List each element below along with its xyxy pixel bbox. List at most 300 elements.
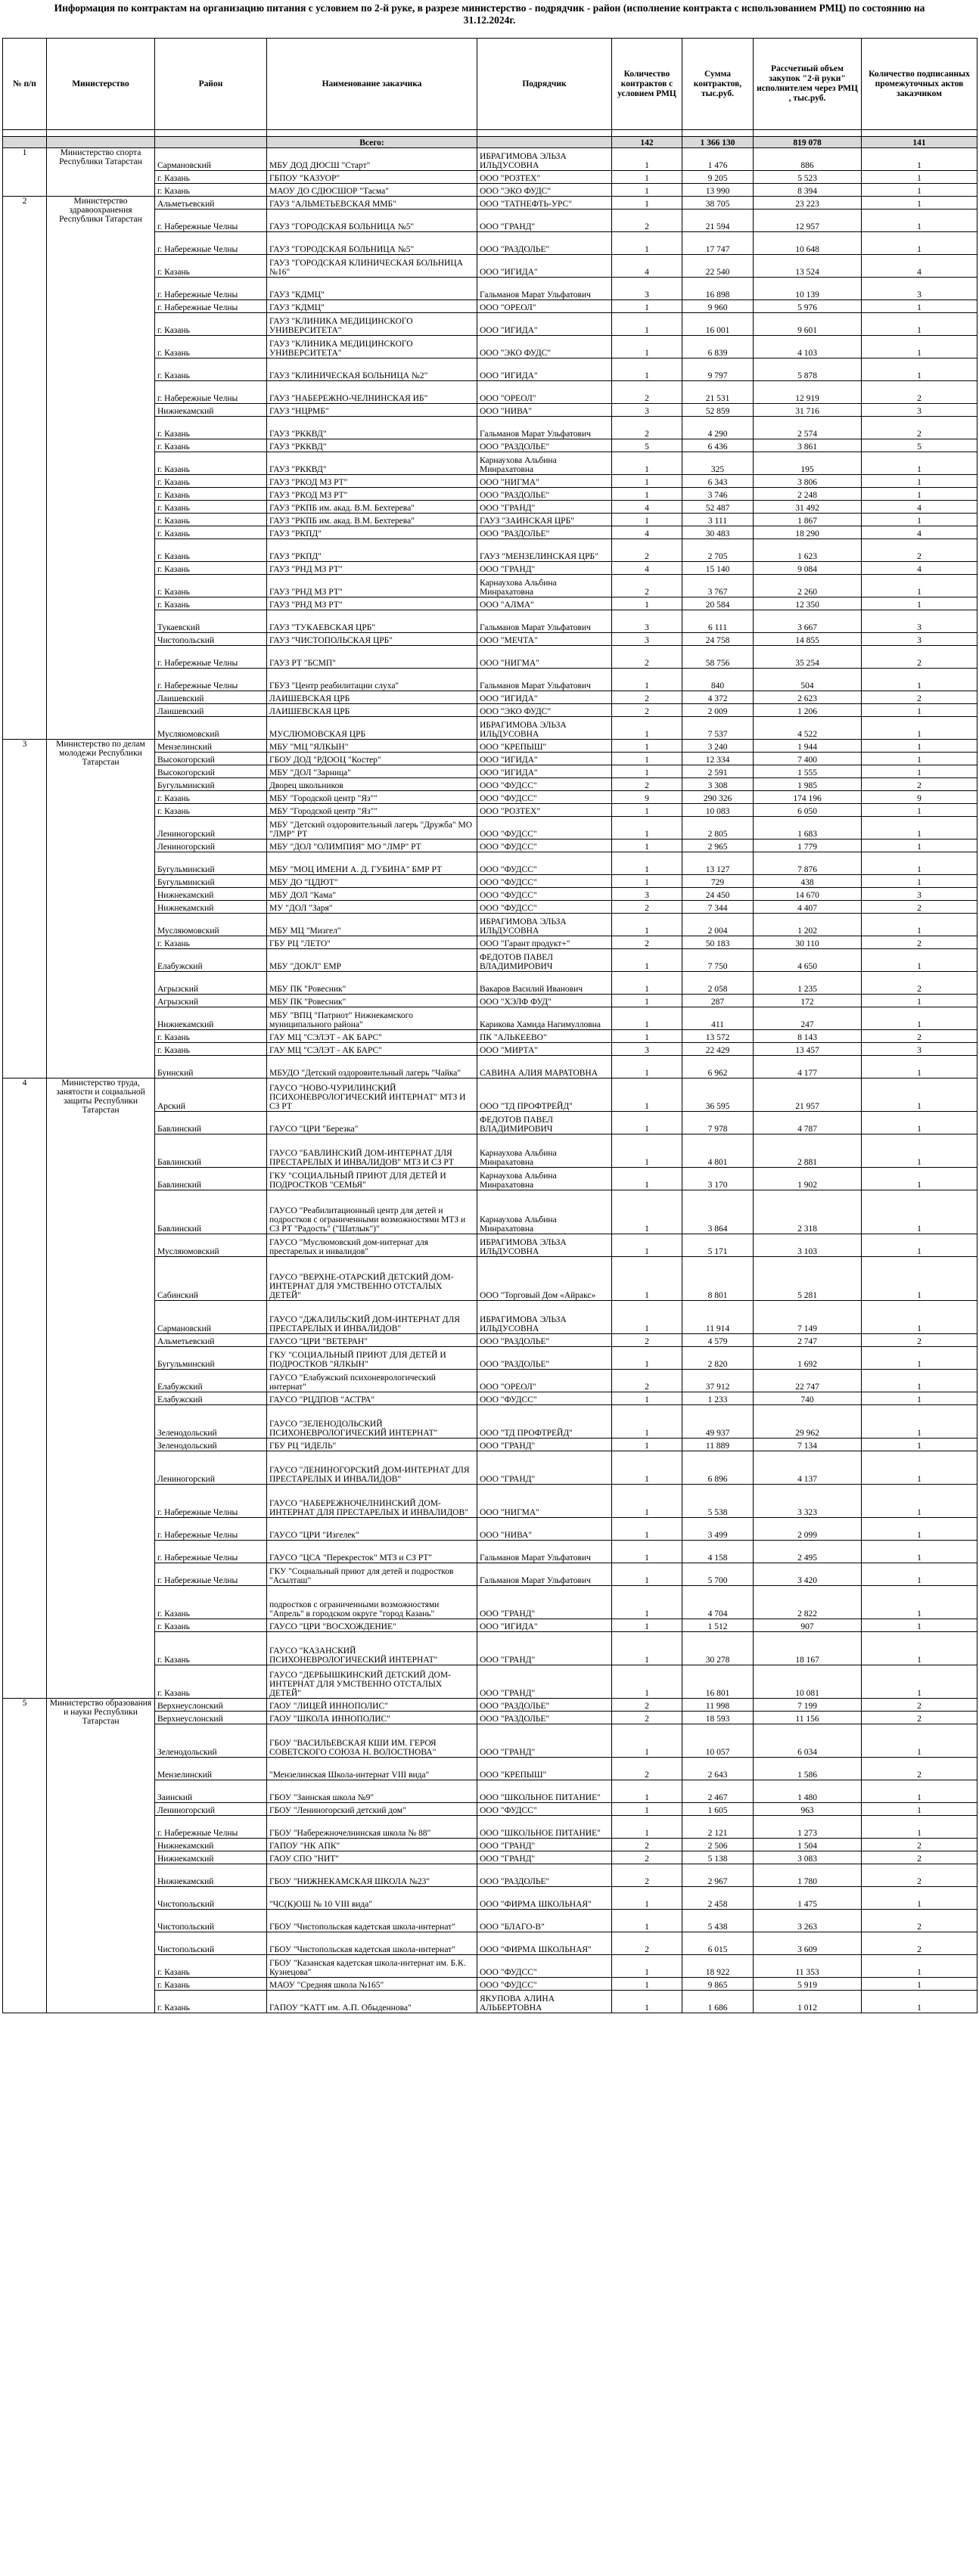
signed-acts-cell: 2 (862, 936, 977, 949)
signed-acts-cell: 1 (862, 1724, 977, 1758)
contractor-cell: ООО "РОЗТЕХ" (477, 804, 612, 817)
contract-count-cell: 1 (612, 1780, 682, 1803)
document-title: Информация по контрактам на организацию питания с условием по 2-й руке, в разрезе министерство - подрядчик - район (исполнение контракта с использованием РМЦ) по состоянию на 31.12.2024г. (54, 2, 925, 26)
rmc-volume-cell: 4 522 (754, 717, 862, 740)
customer-cell: ГАУЗ "НАБЕРЕЖНО-ЧЕЛНИНСКАЯ ИБ" (267, 381, 477, 404)
rmc-volume-cell: 3 103 (754, 1234, 862, 1257)
contractor-cell: ООО "ШКОЛЬНОЕ ПИТАНИЕ" (477, 1780, 612, 1803)
contract-sum-cell: 5 538 (682, 1485, 754, 1518)
table-row (3, 197, 977, 209)
signed-acts-cell: 1 (862, 1451, 977, 1485)
customer-cell: ГАУЗ "РНД МЗ РТ" (267, 562, 477, 575)
contractor-cell: ООО "ГРАНД" (477, 501, 612, 514)
total-count: 142 (612, 137, 682, 148)
contract-sum-cell: 49 937 (682, 1405, 754, 1439)
signed-acts-cell: 1 (862, 514, 977, 526)
contract-sum-cell: 3 111 (682, 514, 754, 526)
district-cell: г. Казань (155, 475, 267, 488)
contractor-cell: ООО "ИГИДА" (477, 255, 612, 278)
contract-sum-cell: 38 705 (682, 197, 754, 209)
customer-cell: ГАУСО "БАВЛИНСКИЙ ДОМ-ИНТЕРНАТ ДЛЯ ПРЕСТАРЕЛЫХ И ИНВАЛИДОВ" МТЗ И СЗ РТ (267, 1134, 477, 1168)
rmc-volume-cell: 2 822 (754, 1586, 862, 1619)
district-cell: г. Казань (155, 1043, 267, 1056)
rmc-volume-cell: 31 716 (754, 404, 862, 417)
contractor-cell: ООО "ФУДСС" (477, 1392, 612, 1405)
customer-cell: ГБУ РЦ "ЛЕТО" (267, 936, 477, 949)
district-cell: г. Казань (155, 804, 267, 817)
rmc-volume-cell: 6 050 (754, 804, 862, 817)
district-cell: Зеленодольский (155, 1724, 267, 1758)
contract-count-cell: 2 (612, 1699, 682, 1712)
contract-sum-cell: 3 499 (682, 1518, 754, 1541)
contract-count-cell: 2 (612, 539, 682, 562)
contract-count-cell: 1 (612, 1485, 682, 1518)
district-cell: г. Казань (155, 1955, 267, 1978)
rmc-volume-cell: 886 (754, 148, 862, 171)
district-cell: г. Казань (155, 1619, 267, 1632)
contract-count-cell: 1 (612, 1405, 682, 1439)
rmc-volume-cell: 1 202 (754, 914, 862, 936)
contract-sum-cell: 6 111 (682, 610, 754, 633)
contractor-cell: ООО "ФУДСС" (477, 901, 612, 914)
contract-count-cell: 2 (612, 1758, 682, 1780)
header-contract-sum: Сумма контрактов, тыс.руб. (682, 39, 754, 130)
district-cell: Буинский (155, 1056, 267, 1079)
customer-cell: ГБОУ "Казанская кадетская школа-интернат им. Б.К. Кузнецова" (267, 1955, 477, 1978)
district-cell: г. Набережные Челны (155, 1485, 267, 1518)
contract-count-cell: 4 (612, 255, 682, 278)
signed-acts-cell: 1 (862, 336, 977, 358)
rmc-volume-cell: 172 (754, 995, 862, 1007)
contract-count-cell: 1 (612, 1439, 682, 1451)
customer-cell: ГАУЗ "РКОД МЗ РТ" (267, 488, 477, 501)
district-cell: г. Казань (155, 526, 267, 539)
contractor-cell: ООО "РАЗДОЛЬЕ" (477, 1334, 612, 1347)
district-cell: Бугульминский (155, 1347, 267, 1370)
district-cell: Зеленодольский (155, 1405, 267, 1439)
contractor-cell: ООО "НИГМА" (477, 475, 612, 488)
customer-cell: МБУ "Детский оздоровительный лагерь "Дружба" МО "ЛМР" РТ (267, 817, 477, 840)
header-contract-count: Количество контрактов с условием РМЦ (612, 39, 682, 130)
contract-sum-cell: 11 914 (682, 1301, 754, 1334)
customer-cell: Дворец школьников (267, 778, 477, 791)
customer-cell: МБУДО "Детский оздоровительный лагерь "Чайка" (267, 1056, 477, 1079)
rmc-volume-cell: 195 (754, 452, 862, 475)
total-volume: 819 078 (754, 137, 862, 148)
contract-sum-cell: 37 912 (682, 1370, 754, 1392)
customer-cell: МУ "ДОЛ "Заря" (267, 901, 477, 914)
rmc-volume-cell: 5 281 (754, 1257, 862, 1301)
contract-sum-cell: 325 (682, 452, 754, 475)
rmc-volume-cell: 1 555 (754, 765, 862, 778)
contractor-cell: ООО "РАЗДОЛЬЕ" (477, 1699, 612, 1712)
customer-cell: МБУ ДОЛ "Кама" (267, 888, 477, 901)
contract-count-cell: 1 (612, 1619, 682, 1632)
contract-count-cell: 2 (612, 1370, 682, 1392)
contract-count-cell: 2 (612, 1334, 682, 1347)
district-cell: Сабинский (155, 1257, 267, 1301)
rmc-volume-cell: 3 083 (754, 1851, 862, 1864)
signed-acts-cell: 1 (862, 171, 977, 184)
contractor-cell: ООО "ТАТНЕФТЬ-УРС" (477, 197, 612, 209)
district-cell: г. Казань (155, 452, 267, 475)
signed-acts-cell: 1 (862, 209, 977, 232)
ministry-name: Министерство образования и науки Республики Татарстан (47, 1699, 155, 2013)
contract-sum-cell: 2 004 (682, 914, 754, 936)
contract-sum-cell: 30 483 (682, 526, 754, 539)
district-cell: г. Казань (155, 171, 267, 184)
header-spacer (477, 130, 612, 137)
signed-acts-cell: 2 (862, 1932, 977, 1955)
contract-sum-cell: 24 758 (682, 633, 754, 646)
district-cell: Сармановский (155, 148, 267, 171)
signed-acts-cell: 1 (862, 1563, 977, 1586)
signed-acts-cell: 1 (862, 852, 977, 875)
contractor-cell: Гальманов Марат Ульфатович (477, 1563, 612, 1586)
signed-acts-cell: 1 (862, 488, 977, 501)
signed-acts-cell: 1 (862, 1803, 977, 1816)
signed-acts-cell: 1 (862, 475, 977, 488)
contractor-cell: САВИНА АЛИЯ МАРАТОВНА (477, 1056, 612, 1079)
customer-cell: ГАУЗ РТ "БСМП" (267, 646, 477, 669)
contract-count-cell: 1 (612, 1347, 682, 1370)
customer-cell: ГАУ МЦ "СЭЛЭТ - АК БАРС" (267, 1043, 477, 1056)
signed-acts-cell: 1 (862, 1991, 977, 2013)
rmc-volume-cell: 10 139 (754, 278, 862, 300)
contract-count-cell: 1 (612, 1724, 682, 1758)
contractor-cell: ООО "ФИРМА ШКОЛЬНАЯ" (477, 1932, 612, 1955)
contract-count-cell: 2 (612, 381, 682, 404)
rmc-volume-cell: 11 156 (754, 1712, 862, 1724)
district-cell: г. Набережные Челны (155, 278, 267, 300)
signed-acts-cell: 1 (862, 597, 977, 610)
rmc-volume-cell: 247 (754, 1007, 862, 1030)
contract-sum-cell: 9 797 (682, 358, 754, 381)
district-cell: г. Набережные Челны (155, 300, 267, 313)
group-number: 2 (3, 197, 47, 740)
rmc-volume-cell: 1 206 (754, 704, 862, 717)
contractor-cell: Гальманов Марат Ульфатович (477, 610, 612, 633)
rmc-volume-cell: 12 957 (754, 209, 862, 232)
contract-sum-cell: 9 960 (682, 300, 754, 313)
district-cell: Мензелинский (155, 1758, 267, 1780)
customer-cell: ГКУ "СОЦИАЛЬНЫЙ ПРИЮТ ДЛЯ ДЕТЕЙ И ПОДРОСТКОВ "СЕМЬЯ" (267, 1168, 477, 1190)
contractor-cell: ООО "ГРАНД" (477, 1586, 612, 1619)
contractor-cell: ООО "КРЕПЫШ" (477, 740, 612, 753)
district-cell: г. Набережные Челны (155, 669, 267, 691)
contractor-cell: ФЕДОТОВ ПАВЕЛ ВЛАДИМИРОВИЧ (477, 949, 612, 972)
contract-sum-cell: 729 (682, 875, 754, 888)
rmc-volume-cell: 504 (754, 669, 862, 691)
contract-sum-cell: 6 839 (682, 336, 754, 358)
contract-count-cell: 2 (612, 646, 682, 669)
signed-acts-cell: 1 (862, 1056, 977, 1079)
rmc-volume-cell: 13 524 (754, 255, 862, 278)
contractor-cell: Гальманов Марат Ульфатович (477, 417, 612, 439)
signed-acts-cell: 2 (862, 1699, 977, 1712)
contractor-cell: ООО "ФИРМА ШКОЛЬНАЯ" (477, 1887, 612, 1910)
rmc-volume-cell: 1 586 (754, 1758, 862, 1780)
signed-acts-cell: 3 (862, 633, 977, 646)
district-cell: г. Казань (155, 1586, 267, 1619)
contractor-cell: Карнаухова Альбина Минрахатовна (477, 1134, 612, 1168)
contract-count-cell: 3 (612, 633, 682, 646)
customer-cell: ГАПОУ "НК АПК" (267, 1839, 477, 1851)
contract-sum-cell: 4 158 (682, 1541, 754, 1563)
contract-sum-cell: 6 015 (682, 1932, 754, 1955)
total-spacer (3, 137, 47, 148)
table-row (3, 1079, 977, 1112)
customer-cell: МБУ "ВПЦ "Патриот" Нижнекамского муниципального района" (267, 1007, 477, 1030)
contract-sum-cell: 2 121 (682, 1816, 754, 1839)
customer-cell: ГБОУ "Заинская школа №9" (267, 1780, 477, 1803)
contractor-cell: Гальманов Марат Ульфатович (477, 1541, 612, 1563)
contractor-cell: ООО "ИГИДА" (477, 691, 612, 704)
contract-sum-cell: 18 593 (682, 1712, 754, 1724)
contract-sum-cell: 840 (682, 669, 754, 691)
rmc-volume-cell: 11 353 (754, 1955, 862, 1978)
signed-acts-cell: 3 (862, 404, 977, 417)
contractor-cell: ООО "Торговый Дом «Айракс» (477, 1257, 612, 1301)
contract-sum-cell: 7 537 (682, 717, 754, 740)
contract-sum-cell: 13 990 (682, 184, 754, 197)
district-cell: Мусляюмовский (155, 717, 267, 740)
district-cell: Тукаевский (155, 610, 267, 633)
contractor-cell: ФЕДОТОВ ПАВЕЛ ВЛАДИМИРОВИЧ (477, 1112, 612, 1134)
rmc-volume-cell: 1 504 (754, 1839, 862, 1851)
contractor-cell: ООО "РАЗДОЛЬЕ" (477, 439, 612, 452)
district-cell: г. Казань (155, 488, 267, 501)
header-district: Район (155, 39, 267, 130)
rmc-volume-cell: 1 273 (754, 1816, 862, 1839)
signed-acts-cell: 1 (862, 717, 977, 740)
customer-cell: ГКУ "Социальный приют для детей и подростков "Асылташ" (267, 1563, 477, 1586)
contractor-cell: ООО "РАЗДОЛЬЕ" (477, 1712, 612, 1724)
district-cell: Лениногорский (155, 817, 267, 840)
table-row (3, 148, 977, 171)
rmc-volume-cell: 1 985 (754, 778, 862, 791)
customer-cell: ГБПОУ "КАЗУОР" (267, 171, 477, 184)
contractor-cell: ООО "ГРАНД" (477, 562, 612, 575)
contract-sum-cell: 2 467 (682, 1780, 754, 1803)
customer-cell: МБУ ДОД ДЮСШ "Старт" (267, 148, 477, 171)
customer-cell: ГАУЗ "РККВД" (267, 417, 477, 439)
contractor-cell: Карнаухова Альбина Минрахатовна (477, 452, 612, 475)
district-cell: Высокогорский (155, 765, 267, 778)
contractor-cell: ООО "ОРЕОЛ" (477, 381, 612, 404)
contract-sum-cell: 16 801 (682, 1665, 754, 1699)
district-cell: Елабужский (155, 1392, 267, 1405)
signed-acts-cell: 2 (862, 646, 977, 669)
contract-sum-cell: 2 820 (682, 1347, 754, 1370)
contract-count-cell: 1 (612, 817, 682, 840)
contract-sum-cell: 50 183 (682, 936, 754, 949)
district-cell: г. Казань (155, 1030, 267, 1043)
ministry-name: Министерство труда, занятости и социальной защиты Республики Татарстан (47, 1079, 155, 1699)
contract-count-cell: 1 (612, 597, 682, 610)
district-cell: Нижнекамский (155, 1864, 267, 1887)
district-cell: г. Казань (155, 313, 267, 336)
signed-acts-cell: 2 (862, 1839, 977, 1851)
signed-acts-cell: 2 (862, 901, 977, 914)
customer-cell: МБУ "Городской центр "Яз"" (267, 804, 477, 817)
signed-acts-cell: 1 (862, 1586, 977, 1619)
contractor-cell: ИБРАГИМОВА ЭЛЬЗА ИЛЬДУСОВНА (477, 148, 612, 171)
rmc-volume-cell: 438 (754, 875, 862, 888)
contractor-cell: ООО "АЛМА" (477, 597, 612, 610)
contractor-cell: ООО "ЭКО ФУДС" (477, 704, 612, 717)
district-cell: Бавлинский (155, 1134, 267, 1168)
contract-count-cell: 1 (612, 1518, 682, 1541)
contractor-cell: ООО "ГРАНД" (477, 1724, 612, 1758)
rmc-volume-cell: 2 623 (754, 691, 862, 704)
contractor-cell: ООО "ФУДСС" (477, 888, 612, 901)
rmc-volume-cell: 1 235 (754, 972, 862, 995)
customer-cell: ГАУСО "ЦРИ "Изгелек" (267, 1518, 477, 1541)
contract-count-cell: 1 (612, 300, 682, 313)
customer-cell: ГАУЗ "КЛИНИЧЕСКАЯ БОЛЬНИЦА №2" (267, 358, 477, 381)
rmc-volume-cell: 4 177 (754, 1056, 862, 1079)
rmc-volume-cell: 2 574 (754, 417, 862, 439)
contract-count-cell: 1 (612, 1665, 682, 1699)
customer-cell: ГАУЗ "КДМЦ" (267, 300, 477, 313)
rmc-volume-cell: 7 876 (754, 852, 862, 875)
total-spacer (477, 137, 612, 148)
signed-acts-cell: 2 (862, 972, 977, 995)
total-acts: 141 (862, 137, 977, 148)
customer-cell: ГАУЗ "КЛИНИКА МЕДИЦИНСКОГО УНИВЕРСИТЕТА" (267, 336, 477, 358)
contract-count-cell: 1 (612, 852, 682, 875)
rmc-volume-cell: 7 149 (754, 1301, 862, 1334)
contract-count-cell: 1 (612, 669, 682, 691)
contractor-cell: ЯКУПОВА АЛИНА АЛЬБЕРТОВНА (477, 1991, 612, 2013)
district-cell: Мусляюмовский (155, 914, 267, 936)
signed-acts-cell: 1 (862, 575, 977, 597)
contractor-cell: ООО "РОЗТЕХ" (477, 171, 612, 184)
contract-count-cell: 1 (612, 717, 682, 740)
customer-cell: ГАОУ СПО "НИТ" (267, 1851, 477, 1864)
contract-sum-cell: 12 334 (682, 753, 754, 765)
district-cell: Агрызский (155, 995, 267, 1007)
contract-count-cell: 1 (612, 197, 682, 209)
signed-acts-cell: 4 (862, 526, 977, 539)
customer-cell: МБУ ПК "Ровесник" (267, 972, 477, 995)
district-cell: г. Казань (155, 336, 267, 358)
signed-acts-cell: 1 (862, 1007, 977, 1030)
customer-cell: ГАУСО "ЛЕНИНОГОРСКИЙ ДОМ-ИНТЕРНАТ ДЛЯ ПРЕСТАРЕЛЫХ И ИНВАЛИДОВ" (267, 1451, 477, 1485)
rmc-volume-cell: 2 260 (754, 575, 862, 597)
contract-count-cell: 2 (612, 1851, 682, 1864)
signed-acts-cell: 1 (862, 753, 977, 765)
signed-acts-cell: 1 (862, 232, 977, 255)
district-cell: г. Казань (155, 1991, 267, 2013)
contract-count-cell: 3 (612, 404, 682, 417)
district-cell: Бавлинский (155, 1168, 267, 1190)
contract-count-cell: 1 (612, 804, 682, 817)
signed-acts-cell: 1 (862, 1978, 977, 1991)
customer-cell: ГБОУ "ВАСИЛЬЕВСКАЯ КШИ ИМ. ГЕРОЯ СОВЕТСКОГО СОЮЗА Н. ВОЛОСТНОВА" (267, 1724, 477, 1758)
rmc-volume-cell: 3 420 (754, 1563, 862, 1586)
rmc-volume-cell: 13 457 (754, 1043, 862, 1056)
contractor-cell: ООО "ГРАНД" (477, 1851, 612, 1864)
district-cell: Чистопольский (155, 1887, 267, 1910)
contractor-cell: ООО "НИВА" (477, 1518, 612, 1541)
contract-sum-cell: 2 009 (682, 704, 754, 717)
contractor-cell: ООО "ГРАНД" (477, 1665, 612, 1699)
customer-cell: МБУ "ДОЛ "Зарница" (267, 765, 477, 778)
customer-cell: ЛАИШЕВСКАЯ ЦРБ (267, 704, 477, 717)
rmc-volume-cell: 4 103 (754, 336, 862, 358)
rmc-volume-cell: 3 323 (754, 1485, 862, 1518)
contractor-cell: ООО "ИГИДА" (477, 358, 612, 381)
signed-acts-cell: 5 (862, 439, 977, 452)
customer-cell: ГАУЗ "ГОРОДСКАЯ БОЛЬНИЦА №5" (267, 209, 477, 232)
customer-cell: ГАУСО "ДЕРБЫШКИНСКИЙ ДЕТСКИЙ ДОМ-ИНТЕРНАТ ДЛЯ УМСТВЕННО ОТСТАЛЫХ ДЕТЕЙ" (267, 1665, 477, 1699)
rmc-volume-cell: 29 962 (754, 1405, 862, 1439)
contract-sum-cell: 4 704 (682, 1586, 754, 1619)
rmc-volume-cell: 1 780 (754, 1864, 862, 1887)
district-cell: Высокогорский (155, 753, 267, 765)
district-cell: Бугульминский (155, 875, 267, 888)
rmc-volume-cell: 7 199 (754, 1699, 862, 1712)
signed-acts-cell: 2 (862, 1758, 977, 1780)
customer-cell: ГБОУ "Лениногорский детский дом" (267, 1803, 477, 1816)
signed-acts-cell: 1 (862, 949, 977, 972)
contract-sum-cell: 3 864 (682, 1190, 754, 1234)
contractor-cell: ООО "НИГМА" (477, 646, 612, 669)
district-cell: Елабужский (155, 1370, 267, 1392)
district-cell: Нижнекамский (155, 901, 267, 914)
contractor-cell: ООО "ОРЕОЛ" (477, 1370, 612, 1392)
contractor-cell: ООО "ГРАНД" (477, 1451, 612, 1485)
contract-sum-cell: 2 967 (682, 1864, 754, 1887)
contract-count-cell: 1 (612, 358, 682, 381)
signed-acts-cell: 1 (862, 300, 977, 313)
signed-acts-cell: 1 (862, 1518, 977, 1541)
contractor-cell: ООО "ГРАНД" (477, 1439, 612, 1451)
contract-count-cell: 1 (612, 1007, 682, 1030)
contract-sum-cell: 2 805 (682, 817, 754, 840)
contract-count-cell: 1 (612, 949, 682, 972)
signed-acts-cell: 4 (862, 501, 977, 514)
signed-acts-cell: 1 (862, 765, 977, 778)
contractor-cell: ООО "ФУДСС" (477, 791, 612, 804)
district-cell: Бавлинский (155, 1190, 267, 1234)
customer-cell: ГАОУ "ШКОЛА ИННОПОЛИС" (267, 1712, 477, 1724)
contract-sum-cell: 6 962 (682, 1056, 754, 1079)
customer-cell: ГАУСО "Елабужский психоневрологический интернат" (267, 1370, 477, 1392)
contract-count-cell: 1 (612, 1541, 682, 1563)
rmc-volume-cell: 1 867 (754, 514, 862, 526)
district-cell: Сармановский (155, 1301, 267, 1334)
signed-acts-cell: 1 (862, 1485, 977, 1518)
total-spacer (47, 137, 155, 148)
district-cell: г. Казань (155, 791, 267, 804)
customer-cell: ГБОУ "Набережночелнинская школа № 88" (267, 1816, 477, 1839)
total-row (3, 137, 977, 148)
header-rmc-volume: Рассчетный объем закупок "2-й руки" исполнителем через РМЦ , тыс.руб. (754, 39, 862, 130)
contractor-cell: ООО "ФУДСС" (477, 778, 612, 791)
contract-count-cell: 1 (612, 1112, 682, 1134)
district-cell: Лениногорский (155, 1451, 267, 1485)
contract-sum-cell: 3 746 (682, 488, 754, 501)
signed-acts-cell: 2 (862, 1712, 977, 1724)
rmc-volume-cell: 8 143 (754, 1030, 862, 1043)
contractor-cell: ГАУЗ "ЗАИНСКАЯ ЦРБ" (477, 514, 612, 526)
rmc-volume-cell: 1 623 (754, 539, 862, 562)
contract-count-cell: 1 (612, 1586, 682, 1619)
customer-cell: МБУ ПК "Ровесник" (267, 995, 477, 1007)
